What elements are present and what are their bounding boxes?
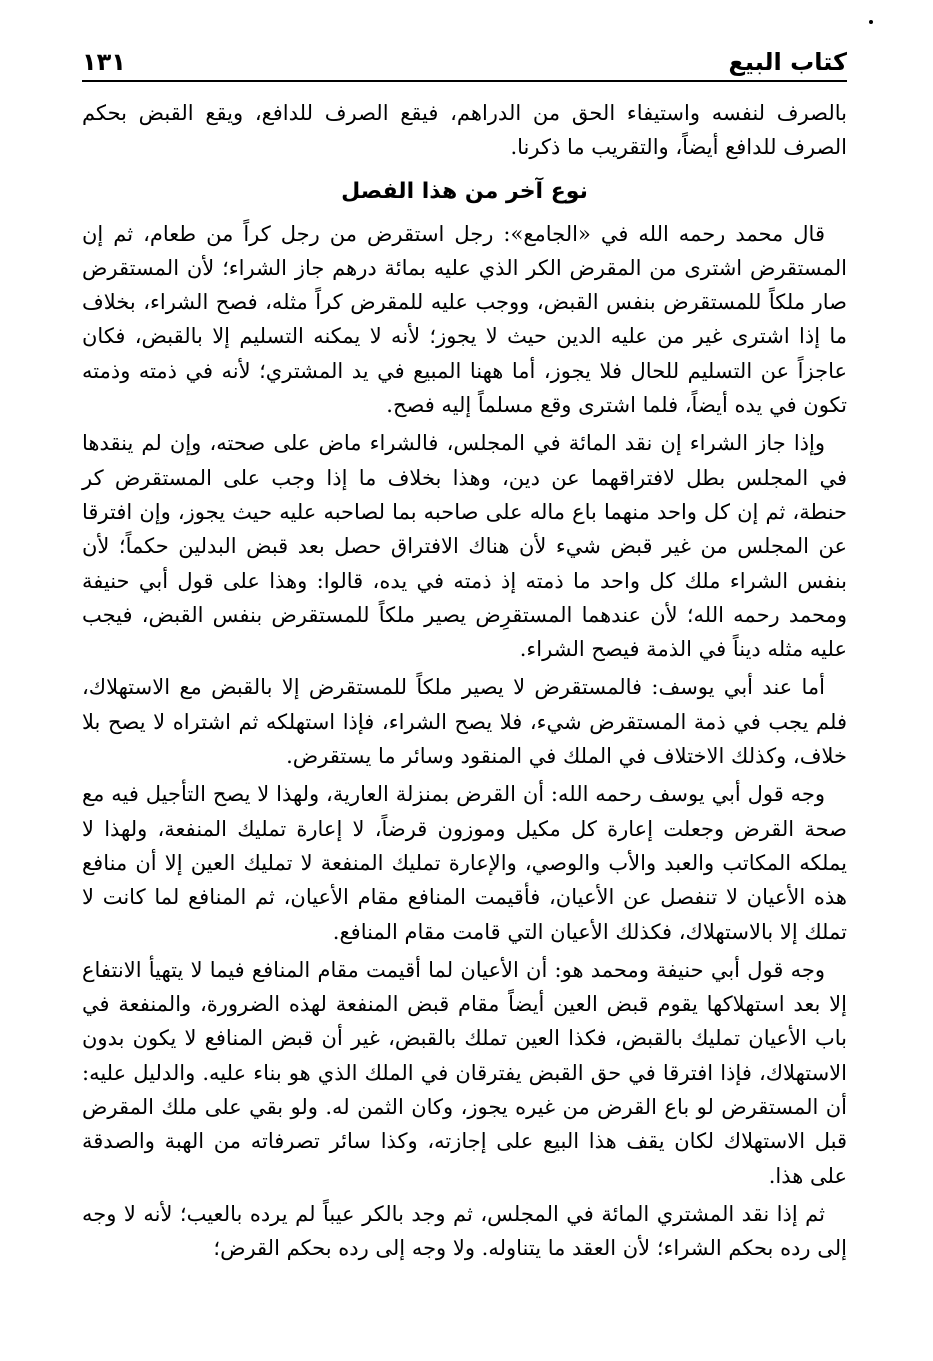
scan-dot (869, 20, 873, 24)
paragraph: وجه قول أبي يوسف رحمه الله: أن القرض بمنزلة العارية، ولهذا لا يصح التأجيل فيه مع صحة القرض وجعلت إعارة كل مكيل وموزون قرضاً، لا إعارة تمليك المنفعة، ولهذا لا يملكه المكاتب والعبد والأب والوصي، والإعارة تمليك المنفعة لا تمليك العين إلا أن منافع هذه الأعيان لا تنفصل عن الأعيان، فأقيمت المنافع مقام الأعيان، ثم المنافع لما كانت لا تملك إلا بالاستهلاك، فكذلك الأعيان التي قامت مقام المنافع. (82, 782, 847, 944)
paragraph: أما عند أبي يوسف: فالمستقرض لا يصير ملكاً للمستقرض إلا بالقبض مع الاستهلاك، فلم يجب في ذمة المستقرض شيء، فلا يصح الشراء، فإذا استهلكه ثم اشتراه لا يصح بلا خلاف، وكذلك الاختلاف في الملك في المنقود وسائر ما يستقرض. (82, 675, 847, 769)
main-text (82, 96, 847, 1266)
chapter-title: كتاب البيع (728, 48, 847, 76)
paragraph-continued: بالصرف لنفسه واستيفاء الحق من الدراهم، فيقع الصرف للدافع، ويقع القبض بحكم الصرف للدافع أيضاً، والتقريب ما ذكرنا. (82, 101, 847, 160)
paragraph: ثم إذا نقد المشتري المائة في المجلس، ثم وجد بالكر عيباً لم يرده بالعيب؛ لأنه لا وجه إلى رده بحكم الشراء؛ لأن العقد ما يتناوله. ولا وجه إلى رده بحكم القرض؛ (82, 1201, 847, 1261)
running-header (82, 38, 847, 82)
paragraph: وإذا جاز الشراء إن نقد المائة في المجلس، فالشراء ماض على صحته، وإن لم ينقدها في المجلس بطل لافتراقهما عن دين، وهذا بخلاف ما إذا وجب على المستقرض كر حنطة، ثم إن كل واحد منهما باع ماله على صاحبه بما لصاحبه عليه حيث يجوز، وإن افترقا عن المجلس من غير قبض شيء لأن هناك الافتراق حصل بعد قبض البدلين حكماً؛ لأن بنفس الشراء ملك كل واحد ما ذمته إذ ذمته في يده، قالوا: وهذا على قول أبي حنيفة ومحمد رحمه الله؛ لأن عندهما المستقرِض يصير ملكاً للمستقرض بنفس القبض، فيجب عليه مثله ديناً في الذمة فيصح الشراء. (82, 431, 847, 662)
paragraph: وجه قول أبي حنيفة ومحمد هو: أن الأعيان لما أقيمت مقام المنافع فيما لا يتهيأ الانتفاع إلا بعد استهلاكها يقوم قبض العين أيضاً مقام قبض المنفعة لهذه الضرورة، والمنفعة في باب الأعيان تمليك بالقبض، فكذا العين تملك بالقبض، غير أن قبض المنافع لا يكون بدون الاستهلاك، فإذا افترقا في حق القبض يفترقان في الملك الذي هو بناء عليه. والدليل عليه: أن المستقرض لو باع القرض من غيره يجوز، وكان الثمن له. ولو بقي على ملك المقرض قبل الاستهلاك لكان يقف هذا البيع على إجازته، وكذا سائر تصرفاته من الهبة والصدقة على هذا. (82, 957, 847, 1188)
paragraph: قال محمد رحمه الله في «الجامع»: رجل استقرض من رجل كراً من طعام، ثم إن المستقرض اشترى من المقرض الكر الذي عليه بمائة درهم جاز الشراء؛ لأن المستقرض صار ملكاً للمستقرض بنفس القبض، ووجب عليه للمقرض كراً مثله، فصح الشراء، بخلاف ما إذا اشترى غير من عليه الدين حيث لا يجوز؛ لأنه لا يمكنه التسليم إلا بالقبض، فكان عاجزاً عن التسليم للحال فلا يجوز، أما ههنا المبيع في يد المشتري؛ لأنه في ذمته وذمته تكون في يده أيضاً، فلما اشترى وقع مسلماً إليه فصح. (82, 221, 847, 418)
section-heading: نوع آخر من هذا الفصل (341, 178, 588, 204)
page-number: ١٣١ (82, 48, 126, 76)
